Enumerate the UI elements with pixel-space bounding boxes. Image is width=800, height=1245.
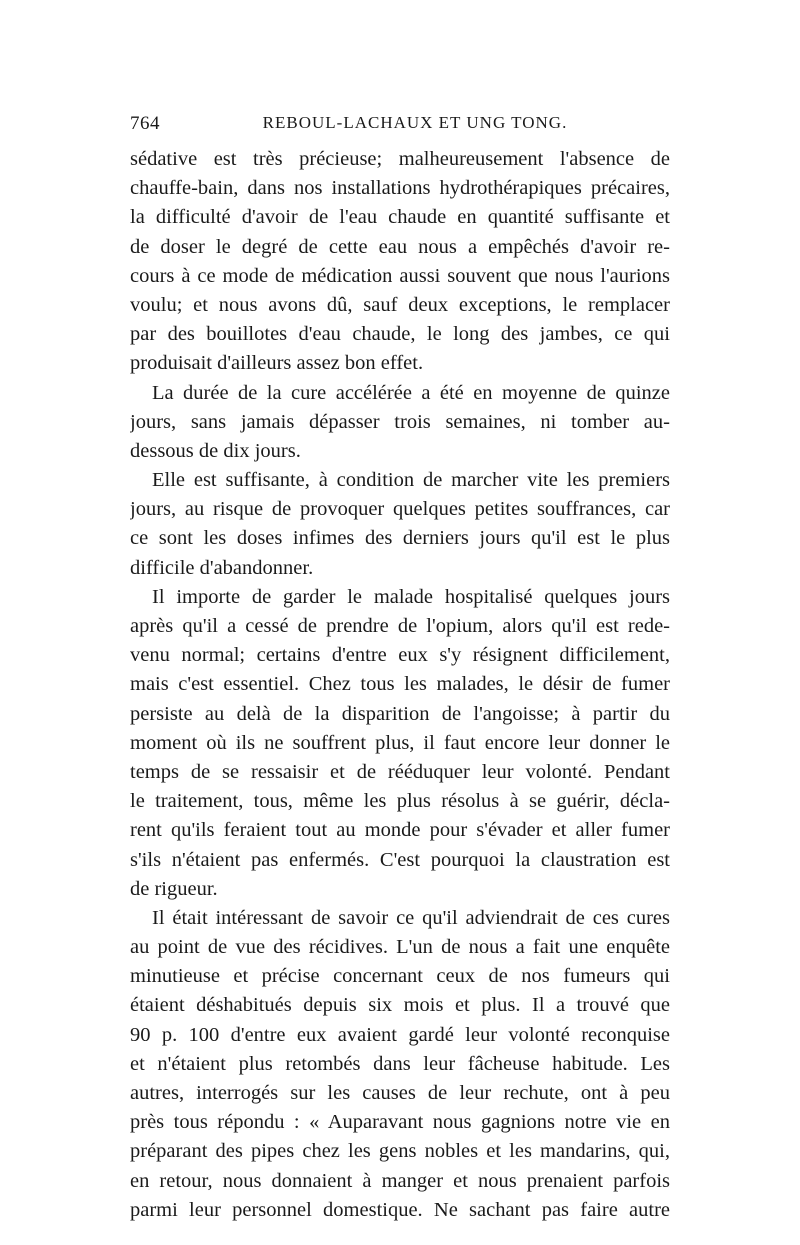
text-line: étaient déshabitués depuis six mois et plus. Il a trouvé que bbox=[130, 994, 670, 1017]
text-line: le traitement, tous, même les plus résolus à se guérir, décla- bbox=[130, 790, 670, 813]
text-line: cours à ce mode de médication aussi souvent que nous l'aurions bbox=[130, 264, 670, 287]
text-line: après qu'il a cessé de prendre de l'opium, alors qu'il est rede- bbox=[130, 615, 670, 637]
text-line: de rigueur. bbox=[130, 877, 218, 900]
text-line: La durée de la cure accélérée a été en moyenne de quinze bbox=[152, 381, 670, 404]
text-line: mais c'est essentiel. Chez tous les malades, le désir de fumer bbox=[130, 673, 670, 696]
text-line: au point de vue des récidives. L'un de nous a fait une enquête bbox=[130, 936, 670, 959]
text-line: de doser le degré de cette eau nous a empêchés d'avoir re- bbox=[130, 235, 670, 258]
text-line: venu normal; certains d'entre eux s'y résignent difficilement, bbox=[130, 644, 670, 667]
text-line: persiste au delà de la disparition de l'angoisse; à partir du bbox=[130, 702, 670, 725]
text-line: et n'étaient plus retombés dans leur fâcheuse habitude. Les bbox=[130, 1052, 670, 1075]
text-line: Il importe de garder le malade hospitalisé quelques jours bbox=[152, 585, 670, 608]
text-line: en retour, nous donnaient à manger et nous prenaient parfois bbox=[130, 1169, 670, 1192]
text-line: parmi leur personnel domestique. Ne sachant pas faire autre bbox=[130, 1198, 670, 1221]
text-line: Il était intéressant de savoir ce qu'il adviendrait de ces cures bbox=[152, 906, 670, 929]
page-number: 764 bbox=[130, 113, 160, 134]
text-line: autres, interrogés sur les causes de leur rechute, ont à peu bbox=[130, 1082, 670, 1104]
text-line: la difficulté d'avoir de l'eau chaude en quantité suffisante et bbox=[130, 206, 670, 229]
text-line: difficile d'abandonner. bbox=[130, 556, 314, 579]
text-line: jours, au risque de provoquer quelques petites souffrances, car bbox=[130, 498, 670, 521]
text-line: dessous de dix jours. bbox=[130, 439, 301, 462]
text-line: ce sont les doses infimes des derniers jours qu'il est le plus bbox=[130, 527, 670, 550]
text-line: jours, sans jamais dépasser trois semaines, ni tomber au- bbox=[130, 410, 670, 433]
text-line: minutieuse et précise concernant ceux de nos fumeurs qui bbox=[130, 965, 670, 988]
text-line: produisait d'ailleurs assez bon effet. bbox=[130, 352, 424, 375]
book-page bbox=[130, 0, 670, 1245]
text-line: s'ils n'étaient pas enfermés. C'est pourquoi la claustration est bbox=[130, 848, 670, 871]
text-line: chauffe-bain, dans nos installations hydrothérapiques précaires, bbox=[130, 177, 670, 200]
text-line: temps de se ressaisir et de rééduquer leur volonté. Pendant bbox=[130, 760, 670, 783]
page-header bbox=[130, 113, 670, 143]
text-line: moment où ils ne souffrent plus, il faut encore leur donner le bbox=[130, 731, 670, 754]
text-line: par des bouillotes d'eau chaude, le long des jambes, ce qui bbox=[130, 323, 670, 346]
text-line: près tous répondu : « Auparavant nous gagnions notre vie en bbox=[130, 1111, 670, 1134]
text-line: Elle est suffisante, à condition de marcher vite les premiers bbox=[152, 469, 670, 492]
running-head: REBOUL-LACHAUX ET UNG TONG. bbox=[262, 113, 568, 132]
text-line: rent qu'ils feraient tout au monde pour s'évader et aller fumer bbox=[130, 819, 670, 842]
text-line: préparant des pipes chez les gens nobles et les mandarins, qui, bbox=[130, 1140, 670, 1163]
text-line: 90 p. 100 d'entre eux avaient gardé leur volonté reconquise bbox=[130, 1023, 670, 1046]
body-text bbox=[130, 145, 670, 1225]
text-line: voulu; et nous avons dû, sauf deux exceptions, le remplacer bbox=[130, 293, 670, 316]
text-line: sédative est très précieuse; malheureusement l'absence de bbox=[130, 148, 670, 170]
